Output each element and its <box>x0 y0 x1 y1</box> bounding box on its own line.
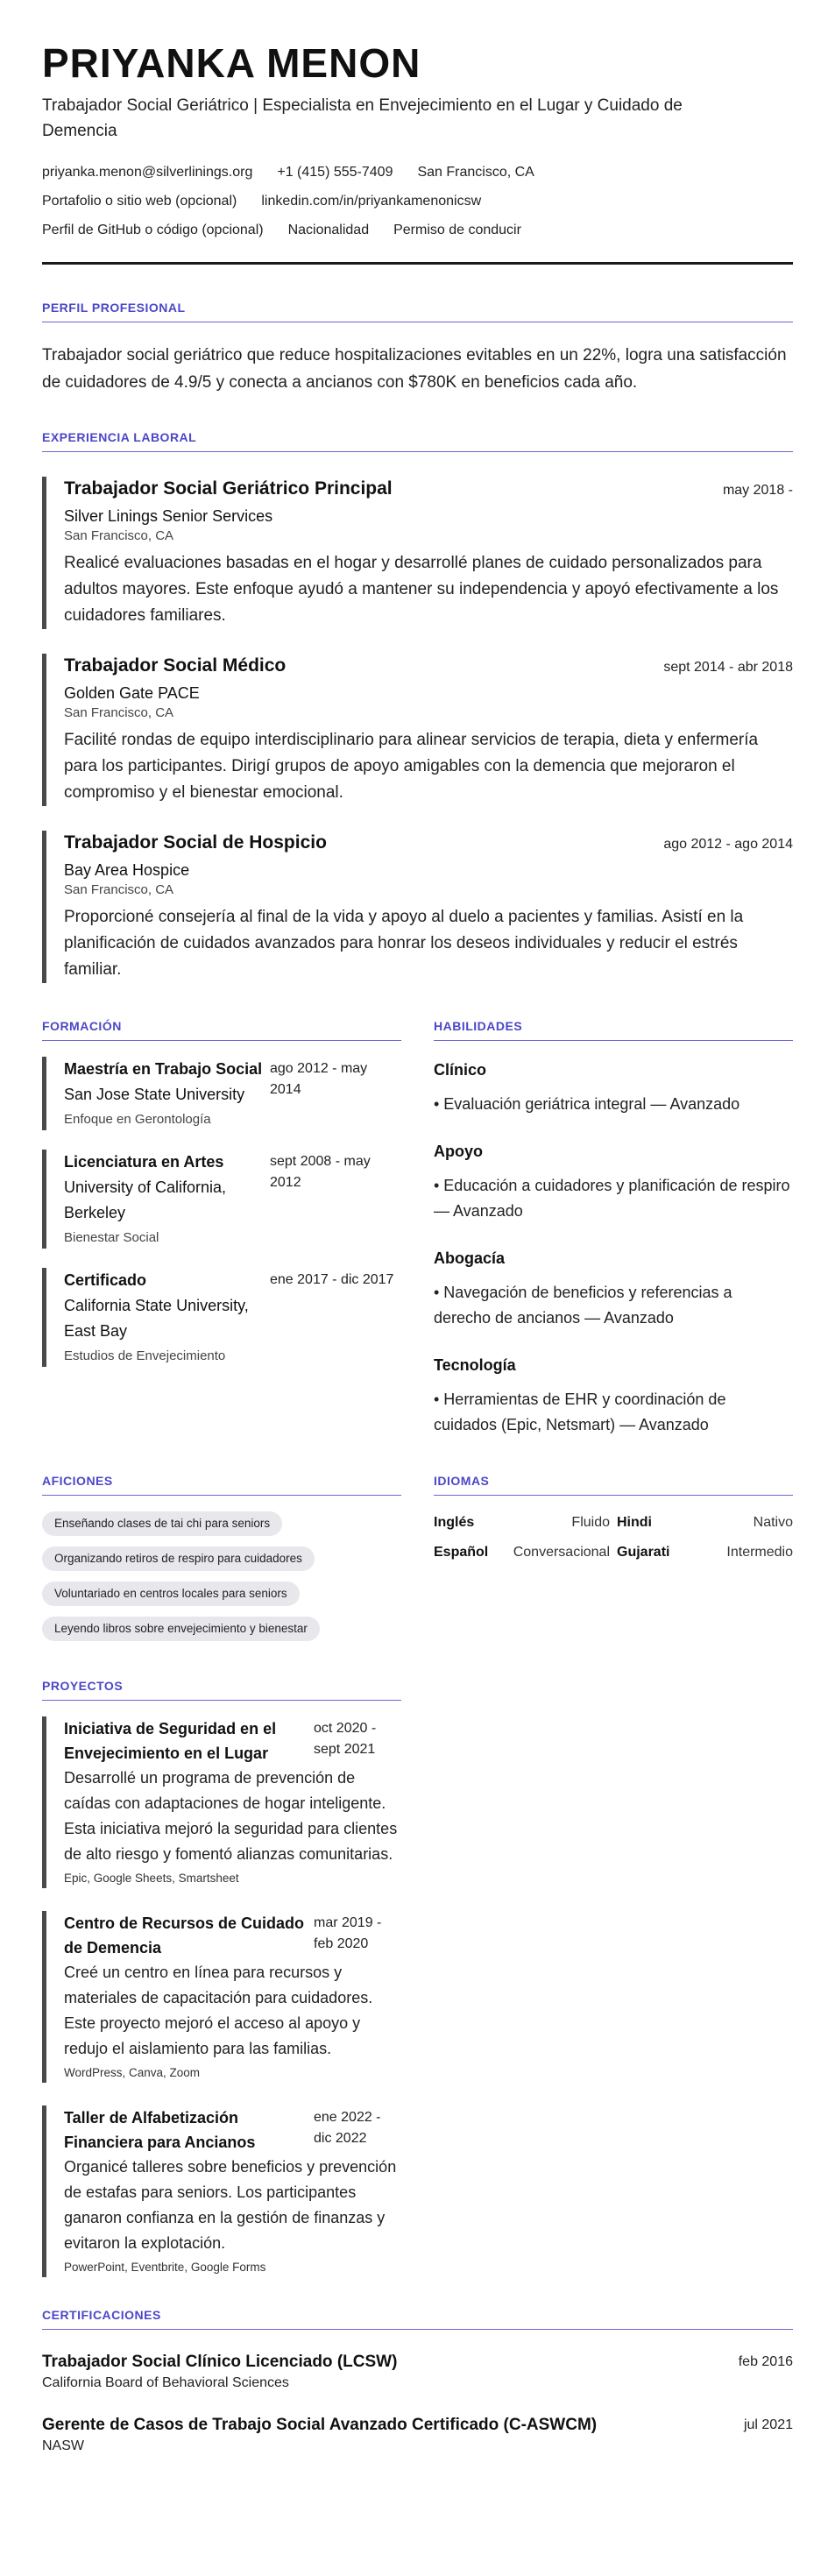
job-location: San Francisco, CA <box>64 705 174 720</box>
job-title: Trabajador Social Geriátrico Principal <box>64 478 393 499</box>
skill-item: • Evaluación geriátrica integral — Avanzado <box>434 1095 740 1113</box>
skill-item: • Educación a cuidadores y planificación de respiro — Avanzado <box>434 1177 790 1220</box>
job-company: Bay Area Hospice <box>64 861 190 879</box>
job-company: Silver Linings Senior Services <box>64 507 273 525</box>
phone-text: +1 (415) 555-7409 <box>277 165 393 180</box>
hobby-tag: Voluntariado en centros locales para seniors <box>42 1582 300 1606</box>
section-title: IDIOMAS <box>434 1473 793 1496</box>
education-school: California State University, East Bay <box>64 1297 249 1340</box>
education-school: San Jose State University <box>64 1086 245 1103</box>
language-level: Nativo <box>753 1515 793 1530</box>
project-date: mar 2019 - feb 2020 <box>314 1915 382 1951</box>
skill-category: Clínico <box>434 1061 487 1079</box>
certification-entry <box>42 2414 793 2456</box>
nationality-text: Nacionalidad <box>287 223 370 237</box>
education-section <box>42 1018 401 1438</box>
language-level: Conversacional <box>513 1545 610 1560</box>
section-title: AFICIONES <box>42 1473 401 1496</box>
project-description: Creé un centro en línea para recursos y materiales de capacitación para cuidadores. Este proyecto mejoró el acceso al apoyo y redujo el aislamiento para las familias. <box>64 1964 373 2057</box>
candidate-name: PRIYANKA MENON <box>42 40 421 86</box>
language-level: Fluido <box>571 1515 610 1530</box>
language-entry <box>617 1508 793 1538</box>
skills-section <box>434 1018 793 1438</box>
project-entry <box>42 1716 401 1888</box>
section-title: HABILIDADES <box>434 1018 793 1041</box>
education-degree: Certificado <box>64 1271 147 1289</box>
project-title: Iniciativa de Seguridad en el Envejecimiento en el Lugar <box>64 1720 277 1762</box>
project-tools: Epic, Google Sheets, Smartsheet <box>64 1872 239 1885</box>
education-school: University of California, Berkeley <box>64 1178 227 1221</box>
summary-section <box>42 300 793 396</box>
job-entry <box>42 654 793 806</box>
project-description: Desarrollé un programa de prevención de caídas con adaptaciones de hogar inteligente. Esta iniciativa mejoró la seguridad para clientes de alto riesgo y fomentó alianzas comunitarias. <box>64 1769 398 1863</box>
candidate-headline: Trabajador Social Geriátrico | Especialista en Envejecimiento en el Lugar y Cuidado de Demencia <box>42 96 683 140</box>
section-title: FORMACIÓN <box>42 1018 401 1041</box>
certification-date: jul 2021 <box>743 2417 793 2432</box>
project-entry <box>42 2105 401 2277</box>
hobbies-languages-row <box>42 1473 793 1641</box>
hobby-tag: Enseñando clases de tai chi para seniors <box>42 1511 282 1536</box>
project-date: oct 2020 - sept 2021 <box>314 1721 377 1757</box>
job-company: Golden Gate PACE <box>64 684 200 702</box>
skill-category: Abogacía <box>434 1249 506 1267</box>
education-degree: Maestría en Trabajo Social <box>64 1060 263 1078</box>
skill-category: Apoyo <box>434 1143 483 1160</box>
contact-line <box>42 216 793 244</box>
project-entry <box>42 1911 401 2083</box>
job-date: sept 2014 - abr 2018 <box>663 660 793 675</box>
education-date: ene 2017 - dic 2017 <box>270 1272 394 1287</box>
hobby-tag: Leyendo libros sobre envejecimiento y bienestar <box>42 1617 320 1641</box>
hobbies-section <box>42 1473 401 1641</box>
language-entry <box>434 1538 610 1568</box>
project-tools: PowerPoint, Eventbrite, Google Forms <box>64 2261 266 2274</box>
language-name: Gujarati <box>617 1545 670 1560</box>
contact-line <box>42 187 793 216</box>
license-text: Permiso de conducir <box>393 223 521 237</box>
project-description: Organicé talleres sobre beneficios y prevención de estafas para seniors. Los participantes ganaron confianza en la gestión de finanzas y evitaron la explotación. <box>64 2158 397 2252</box>
header-divider <box>42 262 793 265</box>
portfolio-link[interactable]: Portafolio o sitio web (opcional) <box>42 194 237 209</box>
experience-section <box>42 429 793 983</box>
job-description: Facilité rondas de equipo interdisciplinario para alinear servicios de terapia, dieta y enfermería para los participantes. Dirigí grupos de apoyo amigables con la demencia que mejoraron el compromiso y el bienestar emocional. <box>64 731 759 802</box>
hobby-tag: Organizando retiros de respiro para cuidadores <box>42 1546 315 1571</box>
language-name: Hindi <box>617 1515 652 1530</box>
summary-text: Trabajador social geriátrico que reduce hospitalizaciones evitables en un 22%, logra una satisfacción de cuidadores de 4.9/5 y conecta a ancianos con $780K en beneficios cada año. <box>42 346 787 392</box>
education-entry <box>42 1268 401 1367</box>
certification-name: Trabajador Social Clínico Licenciado (LCSW) <box>42 2353 398 2371</box>
job-date: ago 2012 - ago 2014 <box>663 837 793 852</box>
certification-date: feb 2016 <box>738 2354 793 2369</box>
skill-item: • Herramientas de EHR y coordinación de cuidados (Epic, Netsmart) — Avanzado <box>434 1391 726 1433</box>
education-note: Enfoque en Gerontología <box>64 1112 211 1127</box>
job-date: may 2018 - <box>722 483 793 498</box>
education-date: ago 2012 - may 2014 <box>270 1061 368 1097</box>
language-entry <box>617 1538 793 1568</box>
section-title: PROYECTOS <box>42 1678 401 1701</box>
job-title: Trabajador Social de Hospicio <box>64 832 327 853</box>
education-entry <box>42 1150 401 1249</box>
skill-category: Tecnología <box>434 1356 516 1374</box>
certification-issuer: California Board of Behavioral Sciences <box>42 2375 289 2390</box>
education-note: Estudios de Envejecimiento <box>64 1348 226 1363</box>
languages-section <box>434 1473 793 1641</box>
location-text: San Francisco, CA <box>417 165 534 180</box>
project-tools: WordPress, Canva, Zoom <box>64 2066 201 2079</box>
job-location: San Francisco, CA <box>64 528 174 543</box>
language-level: Intermedio <box>726 1545 793 1560</box>
github-link[interactable]: Perfil de GitHub o código (opcional) <box>42 223 264 237</box>
education-date: sept 2008 - may 2012 <box>270 1154 371 1190</box>
certification-entry <box>42 2351 793 2393</box>
project-title: Taller de Alfabetización Financiera para Ancianos <box>64 2109 256 2151</box>
certifications-section <box>42 2307 793 2456</box>
linkedin-link[interactable]: linkedin.com/in/priyankamenonicsw <box>261 194 482 209</box>
job-entry <box>42 477 793 629</box>
section-title: CERTIFICACIONES <box>42 2307 793 2330</box>
email-link[interactable]: priyanka.menon@silverlinings.org <box>42 165 253 180</box>
certification-issuer: NASW <box>42 2438 84 2453</box>
education-entry <box>42 1057 401 1130</box>
contact-info <box>42 158 793 244</box>
projects-section <box>42 1678 401 2277</box>
education-skills-row <box>42 1018 793 1438</box>
language-name: Español <box>434 1545 489 1560</box>
language-name: Inglés <box>434 1515 475 1530</box>
job-title: Trabajador Social Médico <box>64 655 287 676</box>
section-title: EXPERIENCIA LABORAL <box>42 429 793 452</box>
job-entry <box>42 831 793 983</box>
job-location: San Francisco, CA <box>64 882 174 897</box>
job-description: Proporcioné consejería al final de la vida y apoyo al duelo a pacientes y familias. Asistí en la planificación de cuidados avanzados para honrar los deseos individuales y reducir el estrés familiar. <box>64 908 744 979</box>
education-degree: Licenciatura en Artes <box>64 1153 224 1171</box>
certification-name: Gerente de Casos de Trabajo Social Avanzado Certificado (C-ASWCM) <box>42 2416 598 2434</box>
skill-item: • Navegación de beneficios y referencias a derecho de ancianos — Avanzado <box>434 1284 732 1327</box>
language-entry <box>434 1508 610 1538</box>
section-title: PERFIL PROFESIONAL <box>42 300 793 322</box>
job-description: Realicé evaluaciones basadas en el hogar y desarrollé planes de cuidado personalizados para adultos mayores. Este enfoque ayudó a mantener su independencia y apoyó efectivamente a los cuidadores familiares. <box>64 554 779 625</box>
resume-header <box>42 39 793 265</box>
project-title: Centro de Recursos de Cuidado de Demencia <box>64 1914 305 1957</box>
education-note: Bienestar Social <box>64 1230 159 1245</box>
project-date: ene 2022 - dic 2022 <box>314 2110 381 2146</box>
contact-line <box>42 158 793 187</box>
